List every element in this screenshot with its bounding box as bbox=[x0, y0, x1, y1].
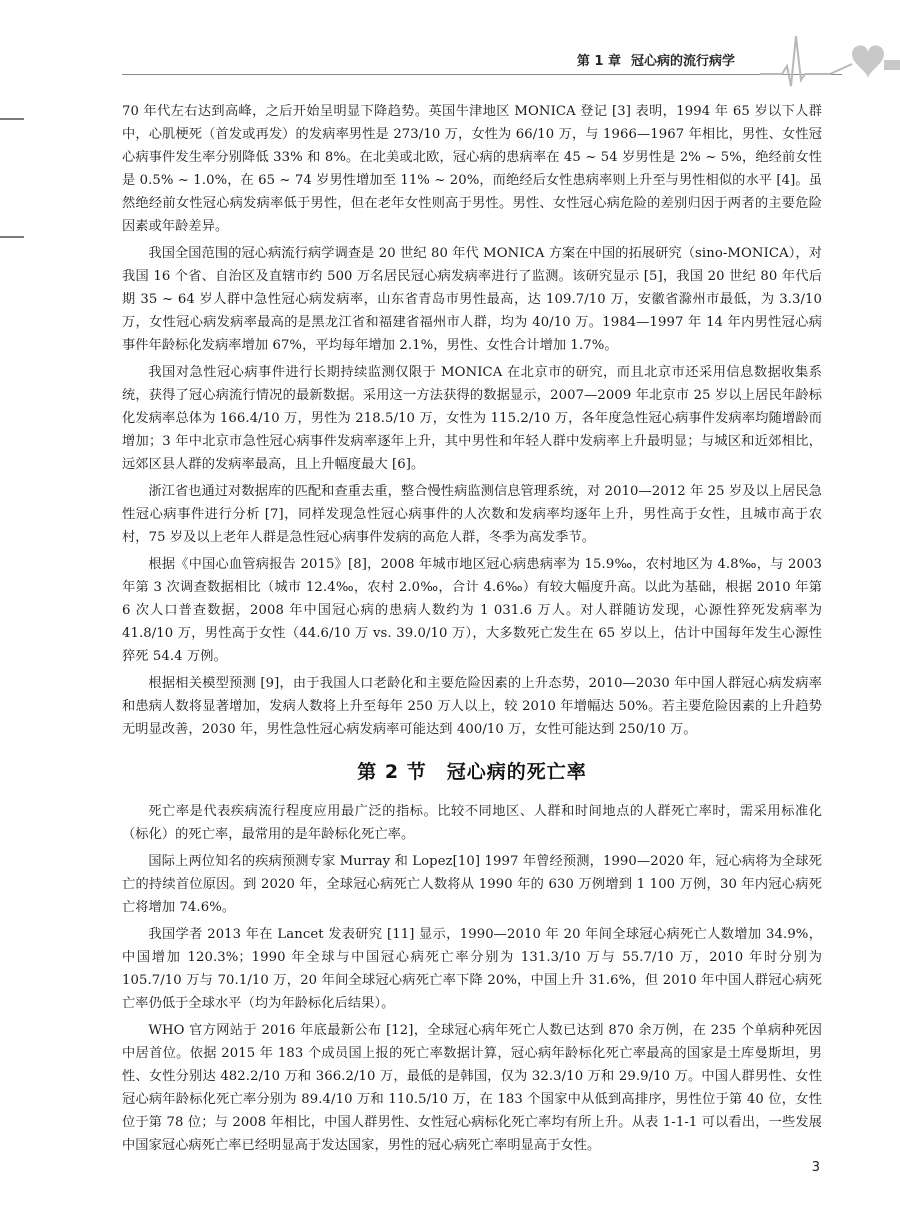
paragraph: 根据相关模型预测 [9]，由于我国人口老龄化和主要危险因素的上升态势，2010—2030 年中国人群冠心病发病率和患病人数将显著增加，发病人数将上升至每年 250 万人以上，较 2010 年增幅达 50%。若主要危险因素的上升趋势无明显改善，2030 年，男性急性冠心病发病率可能达到 400/10 万，女性可能达到 250/10 万。 bbox=[122, 676, 822, 737]
header-rule bbox=[122, 74, 842, 75]
section-title: 冠心病的死亡率 bbox=[446, 761, 587, 783]
paragraph: WHO 官方网站于 2016 年底最新公布 [12]，全球冠心病年死亡人数已达到 870 余万例，在 235 个单病种死因中居首位。依据 2015 年 183 个成员国上报的死亡率数据计算，冠心病年龄标化死亡率最高的国家是土库曼斯坦，男性、女性分别达 482.2/10 万和 366.2/10 万，最低的是韩国，仅为 32.3/10 万和 29.9/10 万。中国人群男性、女性冠心病年龄标化死亡率分别为 89.4/10 万和 110.5/10 万，在 183 个国家中从低到高排序，男性位于第 40 位，女性位于第 78 位；与 2008 年相比，中国人群男性、女性冠心病标化死亡率均有所上升。从表 1-1-1 可以看出，一些发展中国家冠心病死亡率已经明显高于发达国家，男性的冠心病死亡率明显高于女性。 bbox=[122, 1023, 822, 1153]
chapter-title: 冠心病的流行病学 bbox=[630, 54, 735, 69]
paragraph: 我国全国范围的冠心病流行病学调查是 20 世纪 80 年代 MONICA 方案在中国的拓展研究（sino-MONICA），对我国 16 个省、自治区及直辖市约 500 万名居民冠心病发病率进行了监测。该研究显示 [5]，我国 20 世纪 80 年代后期 35 ~ 64 岁人群中急性冠心病发病率，山东省青岛市男性最高，达 109.7/10 万，安徽省滁州市最低，为 3.3/10 万，女性冠心病发病率最高的是黑龙江省和福建省福州市人群，均为 40/10 万。1984—1997 年 14 年内男性冠心病事件年龄标化发病率增加 67%，平均每年增加 2.1%，男性、女性合计增加 1.7%。 bbox=[122, 246, 822, 353]
paragraph: 我国对急性冠心病事件进行长期持续监测仅限于 MONICA 在北京市的研究，而且北京市还采用信息数据收集系统，获得了冠心病流行情况的最新数据。采用这一方法获得的数据显示，2007—2009 年北京市 25 岁以上居民年龄标化发病率总体为 166.4/10 万，男性为 218.5/10 万，女性为 115.2/10 万，各年度急性冠心病事件发病率均随增龄而增加；3 年中北京市急性冠心病事件发病率逐年上升，其中男性和年轻人群中发病率上升最明显；与城区和近郊相比，远郊区县人群的发病率最高，且上升幅度最大 [6]。 bbox=[122, 365, 822, 472]
paragraph: 70 年代左右达到高峰，之后开始呈明显下降趋势。英国牛津地区 MONICA 登记 [3] 表明，1994 年 65 岁以下人群中，心肌梗死（首发或再发）的发病率男性是 273/10 万，女性为 66/10 万，与 1966—1967 年相比，男性、女性冠心病事件发生率分别降低 33% 和 8%。在北美或北欧，冠心病的患病率在 45 ~ 54 岁男性是 2% ~ 5%，绝经前女性是 0.5% ~ 1.0%，在 65 ~ 74 岁男性增加至 11% ~ 20%，而绝经后女性患病率则上升至与男性相似的水平 [4]。虽然绝经前女性冠心病发病率低于男性，但在老年女性则高于男性。男性、女性冠心病危险的差别归因于两者的主要危险因素或年龄差异。 bbox=[122, 104, 822, 234]
paragraph: 国际上两位知名的疾病预测专家 Murray 和 Lopez[10] 1997 年曾经预测，1990—2020 年，冠心病将为全球死亡的持续首位原因。到 2020 年，全球冠心病死亡人数将从 1990 年的 630 万例增到 1 100 万例，30 年内冠心病死亡将增加 74.6%。 bbox=[122, 854, 822, 915]
ecg-heart-icon bbox=[760, 30, 900, 90]
page-body bbox=[122, 100, 822, 1161]
section-heading bbox=[122, 757, 822, 784]
paragraph: 浙江省也通过对数据库的匹配和查重去重，整合慢性病监测信息管理系统，对 2010—2012 年 25 岁及以上居民急性冠心病事件进行分析 [7]，同样发现急性冠心病事件的人次数和发病率均逐年上升，男性高于女性，且城市高于农村，75 岁及以上老年人群是急性冠心病事件发病的高危人群，冬季为高发季节。 bbox=[122, 484, 822, 545]
section-number: 第 2 节 bbox=[357, 761, 427, 783]
running-header bbox=[567, 50, 735, 69]
paragraph: 我国学者 2013 年在 Lancet 发表研究 [11] 显示，1990—2010 年 20 年间全球冠心病死亡人数增加 34.9%，中国增加 120.3%；1990 年全球与中国冠心病死亡率分别为 131.3/10 万与 55.7/10 万，2010 年时分别为 105.7/10 万与 70.1/10 万，20 年间全球冠心病死亡率下降 20%，中国上升 31.6%，但 2010 年中国人群冠心病死亡率仍低于全球水平（均为年龄标化后结果）。 bbox=[122, 927, 822, 1011]
paragraph: 死亡率是代表疾病流行程度应用最广泛的指标。比较不同地区、人群和时间地点的人群死亡率时，需采用标准化（标化）的死亡率，最常用的是年龄标化死亡率。 bbox=[122, 804, 822, 842]
chapter-number: 第 1 章 bbox=[576, 54, 621, 69]
paragraph: 根据《中国心血管病报告 2015》[8]，2008 年城市地区冠心病患病率为 15.9‰，农村地区为 4.8‰，与 2003 年第 3 次调查数据相比（城市 12.4‰，农村 2.0‰，合计 4.6‰）有较大幅度升高。以此为基础，根据 2010 年第 6 次人口普查数据，2008 年中国冠心病的患病人数约为 1 031.6 万人。对人群随访发现，心源性猝死发病率为 41.8/10 万，男性高于女性（44.6/10 万 vs. 39.0/10 万），大多数死亡发生在 65 岁以上，估计中国每年发生心源性猝死 54.4 万例。 bbox=[122, 557, 822, 664]
margin-mark bbox=[0, 118, 24, 120]
page-number: 3 bbox=[811, 1160, 820, 1175]
margin-mark bbox=[0, 236, 24, 238]
page-header bbox=[0, 0, 900, 80]
